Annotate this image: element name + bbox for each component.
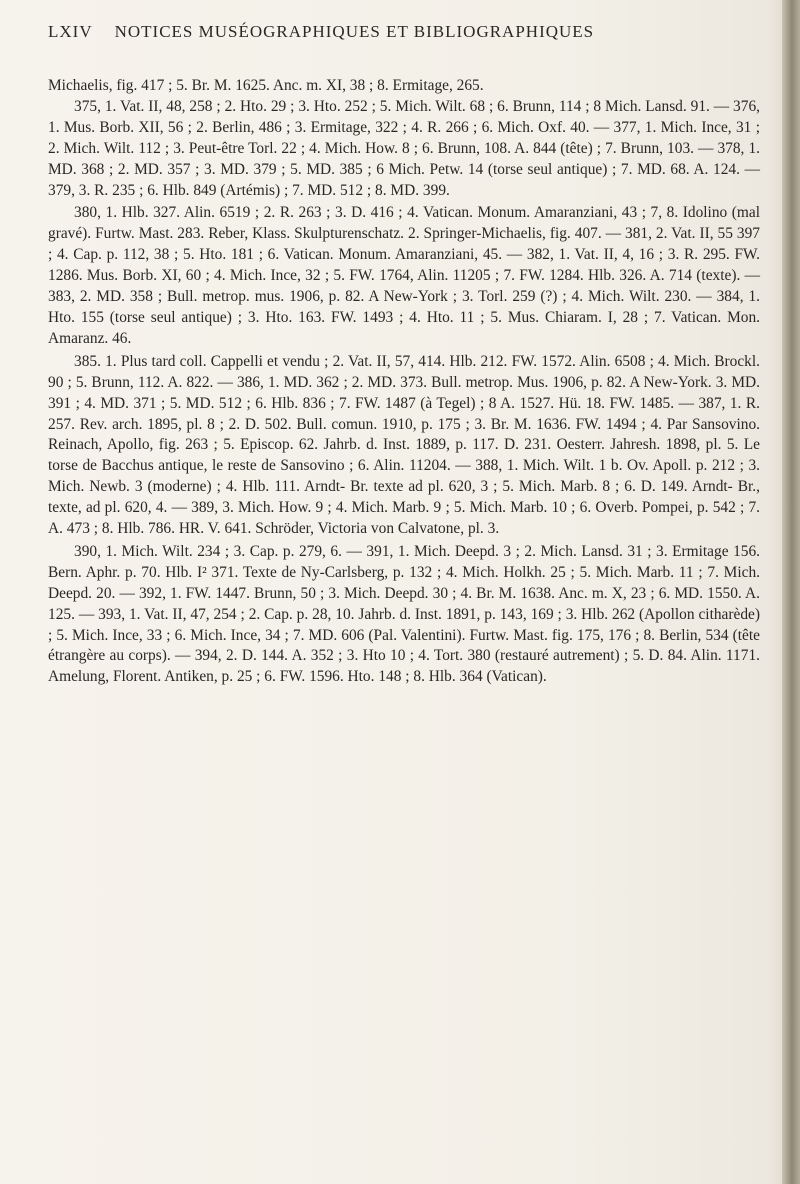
page-number: LXIV	[48, 22, 93, 41]
paragraph-385: 385. 1. Plus tard coll. Cappelli et vendu ; 2. Vat. II, 57, 414. Hlb. 212. FW. 1572. Alin. 6508 ; 4. Mich. Brockl. 90 ; 5. Brunn, 112. A. 822. — 386, 1. MD. 362 ; 2. MD. 373. Bull. metrop. Mus. 1906, p. 82. A New-York. 3. MD. 391 ; 4. MD. 371 ; 5. MD. 512 ; 6. Hlb. 836 ; 7. FW. 1487 (à Tegel) ; 8 A. 1527. Hü. 18. FW. 1485. — 387, 1. R. 257. Rev. arch. 1895, pl. 8 ; 2. D. 502. Bull. comun. 1910, p. 175 ; 3. Br. M. 1636. FW. 1494 ; 4. Par Sansovino. Reinach, Apollo, fig. 263 ; 5. Episcop. 62. Jahrb. d. Inst. 1889, p. 117. D. 231. Oesterr. Jahresh. 1898, pl. 5. Le torse de Bacchus antique, le reste de Sansovino ; 6. Alin. 11204. — 388, 1. Mich. Wilt. 1 b. Ov. Apoll. p. 212 ; 3. Mich. Newb. 3 (moderne) ; 4. Hlb. 111. Arndt- Br. texte ad pl. 620, 3 ; 5. Mich. Marb. 8 ; 6. D. 149. Arndt- Br., texte, ad pl. 620, 4. — 389, 3. Mich. How. 9 ; 4. Mich. Marb. 9 ; 5. Mich. Marb. 10 ; 6. Overb. Pompei, p. 542 ; 7. A. 473 ; 8. Hlb. 786. HR. V. 641. Schröder, Victoria von Calvatone, pl. 3.	[48, 352, 760, 538]
paragraph-380: 380, 1. Hlb. 327. Alin. 6519 ; 2. R. 263 ; 3. D. 416 ; 4. Vatican. Monum. Amaranziani, 43 ; 7, 8. Idolino (mal gravé). Furtw. Mast. 283. Reber, Klass. Skulpturenschatz. 2. Springer-Michaelis, fig. 407. — 381, 2. Vat. II, 55 397 ; 4. Cap. p. 112, 38 ; 5. Hto. 181 ; 6. Vatican. Monum. Amaranziani, 45. — 382, 1. Vat. II, 4, 16 ; 3. R. 295. FW. 1286. Mus. Borb. XI, 60 ; 4. Mich. Ince, 32 ; 5. FW. 1764, Alin. 11205 ; 7. FW. 1284. Hlb. 326. A. 714 (texte). — 383, 2. MD. 358 ; Bull. metrop. mus. 1906, p. 82. A New-York ; 3. Torl. 259 (?) ; 4. Mich. Wilt. 230. — 384, 1. Hto. 155 (torse seul antique) ; 3. Hto. 163. FW. 1493 ; 4. Hto. 11 ; 5. Mus. Chiaram. I, 28 ; 7. Vatican. Mon. Amaranz. 46.	[48, 204, 760, 347]
body-text	[48, 76, 760, 688]
running-title: NOTICES MUSÉOGRAPHIQUES ET BIBLIOGRAPHIQUES	[114, 22, 595, 41]
paragraph-375: 375, 1. Vat. II, 48, 258 ; 2. Hto. 29 ; 3. Hto. 252 ; 5. Mich. Wilt. 68 ; 6. Brunn, 114 ; 8 Mich. Lansd. 91. — 376, 1. Mus. Borb. XII, 56 ; 2. Berlin, 486 ; 3. Ermitage, 322 ; 4. R. 266 ; 6. Mich. Oxf. 40. — 377, 1. Mich. Ince, 31 ; 2. Mich. Wilt. 112 ; 3. Peut-être Torl. 22 ; 4. Mich. How. 8 ; 6. Brunn, 108. A. 844 (tête) ; 7. Brunn, 103. — 378, 1. MD. 368 ; 2. MD. 357 ; 3. MD. 379 ; 5. MD. 385 ; 6 Mich. Petw. 14 (torse seul antique) ; 7. MD. 68. A. 124. — 379, 3. R. 235 ; 6. Hlb. 849 (Artémis) ; 7. MD. 512 ; 8. MD. 399.	[48, 97, 760, 199]
running-header	[48, 22, 748, 52]
paragraph-michaelis: Michaelis, fig. 417 ; 5. Br. M. 1625. Anc. m. XI, 38 ; 8. Ermitage, 265.	[48, 77, 484, 94]
book-edge	[782, 0, 800, 1184]
paragraph-390: 390, 1. Mich. Wilt. 234 ; 3. Cap. p. 279, 6. — 391, 1. Mich. Deepd. 3 ; 2. Mich. Lansd. 31 ; 3. Ermitage 156. Bern. Aphr. p. 70. Hlb. I² 371. Texte de Ny-Carlsberg, p. 132 ; 4. Mich. Holkh. 25 ; 5. Mich. Marb. 11 ; 7. Mich. Deepd. 20. — 392, 1. FW. 1447. Brunn, 50 ; 3. Mich. Deepd. 30 ; 4. Br. M. 1638. Anc. m. X, 23 ; 6. MD. 1550. A. 125. — 393, 1. Vat. II, 47, 254 ; 2. Cap. p. 28, 10. Jahrb. d. Inst. 1891, p. 143, 169 ; 3. Hlb. 262 (Apollon citharède) ; 5. Mich. Ince, 33 ; 6. Mich. Ince, 34 ; 7. MD. 606 (Pal. Valentini). Furtw. Mast. fig. 175, 176 ; 8. Berlin, 534 (tête étrangère au corps). — 394, 2. D. 144. A. 352 ; 3. Hto 10 ; 4. Tort. 380 (restauré autrement) ; 5. D. 84. Alin. 1171. Amelung, Florent. Antiken, p. 25 ; 6. FW. 1596. Hto. 148 ; 8. Hlb. 364 (Vatican).	[48, 542, 760, 686]
